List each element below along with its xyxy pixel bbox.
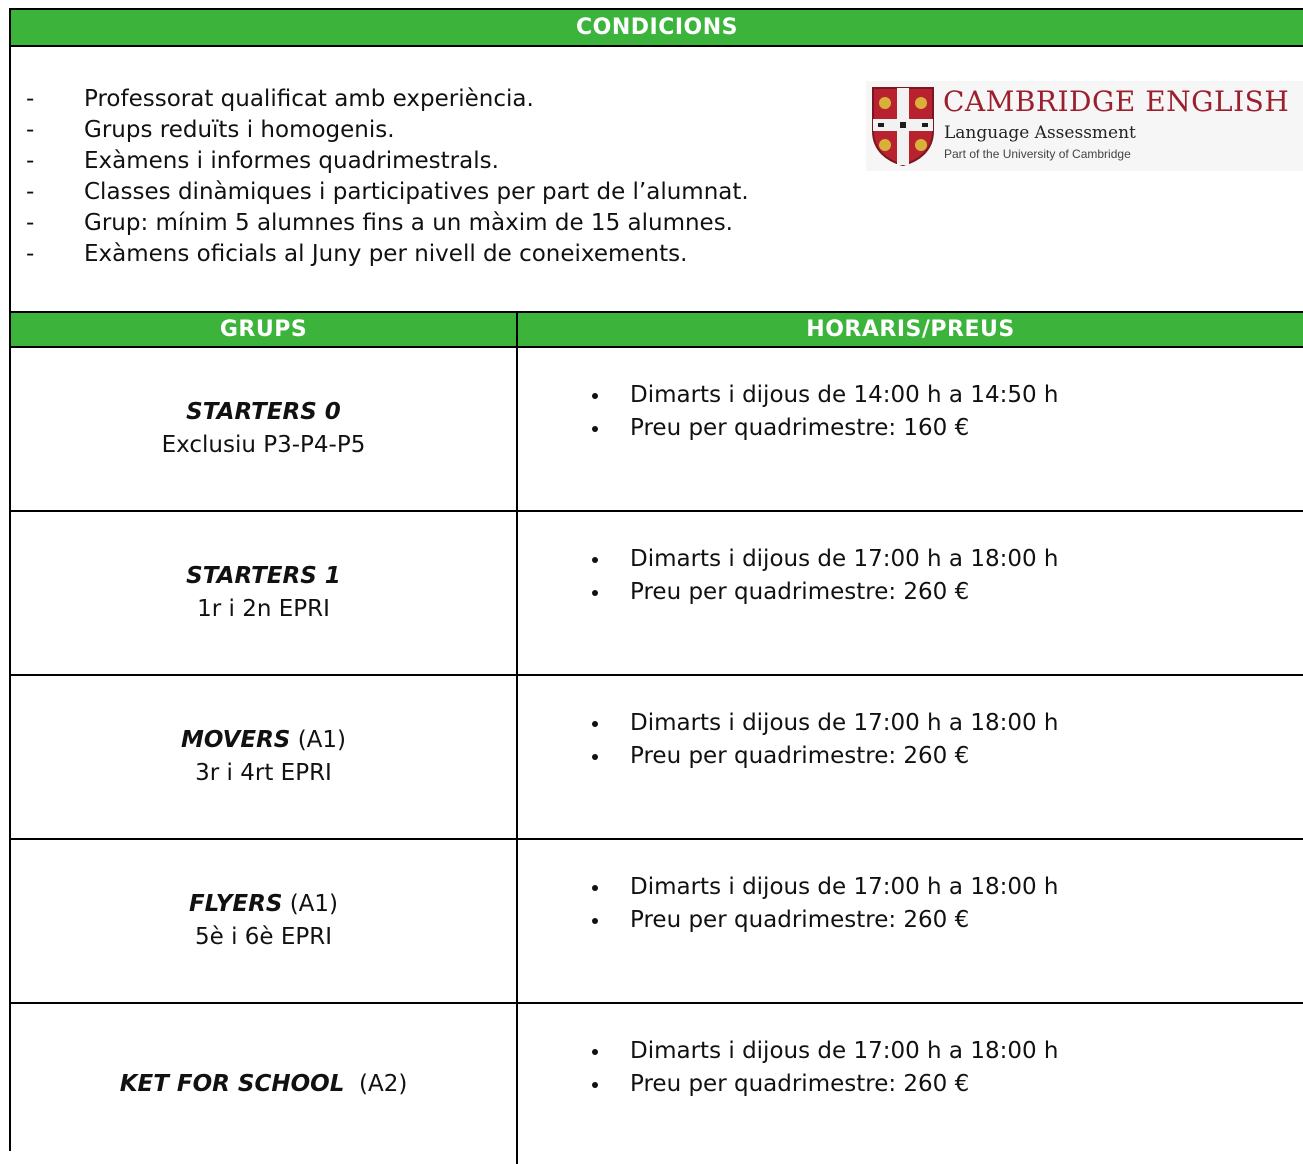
- condition-item: - Grups reduïts i homogenis.: [26, 117, 395, 143]
- table-row: [11, 1004, 1303, 1164]
- group-detail: 1r i 2n EPRI: [197, 596, 330, 622]
- schedule-list: [592, 543, 1059, 609]
- schedule-list: [592, 379, 1059, 445]
- header-groups: GRUPS: [11, 313, 518, 346]
- condition-item: - Classes dinàmiques i participatives per part de l’alumnat.: [26, 179, 749, 205]
- table-row: [11, 676, 1303, 840]
- table-row: [11, 348, 1303, 512]
- group-cell: [11, 840, 518, 1002]
- schedule-cell: [518, 1004, 1303, 1164]
- group-name: MOVERS: [180, 727, 291, 753]
- schedule-cell: [518, 348, 1303, 510]
- group-title: [11, 888, 516, 921]
- conditions-title: CONDICIONS: [11, 10, 1303, 47]
- price-item: Preu per quadrimestre: 260 €: [592, 740, 1059, 773]
- group-title: [11, 724, 516, 757]
- price-item: Preu per quadrimestre: 160 €: [592, 412, 1059, 445]
- group-name: STARTERS 0: [186, 399, 341, 425]
- schedule-item: Dimarts i dijous de 14:00 h a 14:50 h: [592, 379, 1059, 412]
- document: [9, 8, 1303, 1151]
- schedule-item: Dimarts i dijous de 17:00 h a 18:00 h: [592, 543, 1059, 576]
- group-cell: [11, 348, 518, 510]
- group-title: [11, 1068, 516, 1101]
- cambridge-english-logo: [866, 81, 1303, 171]
- table-header: [11, 313, 1303, 348]
- header-schedules-prices: HORARIS/PREUS: [518, 313, 1303, 346]
- condition-item: - Exàmens oficials al Juny per nivell de coneixements.: [26, 241, 688, 267]
- schedule-list: [592, 707, 1059, 773]
- table-row: [11, 512, 1303, 676]
- schedule-cell: [518, 676, 1303, 838]
- conditions-list: [11, 84, 749, 270]
- schedule-list: [592, 871, 1059, 937]
- schedule-item: Dimarts i dijous de 17:00 h a 18:00 h: [592, 1035, 1059, 1068]
- group-cell: [11, 676, 518, 838]
- conditions-section: [11, 47, 1303, 313]
- group-cell: [11, 512, 518, 674]
- group-name: KET FOR SCHOOL: [119, 1070, 345, 1097]
- condition-item: - Grup: mínim 5 alumnes fins a un màxim de 15 alumnes.: [26, 210, 733, 236]
- logo-subtitle: Language Assessment: [944, 123, 1136, 143]
- price-item: Preu per quadrimestre: 260 €: [592, 904, 1059, 937]
- group-detail: 5è i 6è EPRI: [194, 924, 333, 950]
- cambridge-shield-icon: [870, 85, 936, 167]
- schedule-item: Dimarts i dijous de 17:00 h a 18:00 h: [592, 707, 1059, 740]
- schedule-list: [592, 1035, 1059, 1101]
- group-cell: [11, 1004, 518, 1164]
- group-detail: Exclusiu P3-P4-P5: [161, 432, 366, 458]
- table-row: [11, 840, 1303, 1004]
- group-title: [11, 396, 516, 429]
- group-detail: 3r i 4rt EPRI: [195, 760, 332, 786]
- logo-tagline: Part of the University of Cambridge: [944, 147, 1131, 161]
- schedule-cell: [518, 840, 1303, 1002]
- price-item: Preu per quadrimestre: 260 €: [592, 1068, 1059, 1101]
- group-name: STARTERS 1: [186, 563, 341, 589]
- schedule-item: Dimarts i dijous de 17:00 h a 18:00 h: [592, 871, 1059, 904]
- schedule-cell: [518, 512, 1303, 674]
- condition-item: - Professorat qualificat amb experiència.: [26, 86, 534, 112]
- group-level: (A1): [297, 727, 347, 753]
- group-name: FLYERS: [188, 891, 283, 917]
- group-level: (A2): [358, 1070, 408, 1097]
- logo-name: CAMBRIDGE ENGLISH: [943, 85, 1290, 118]
- group-level: (A1): [289, 891, 339, 917]
- price-item: Preu per quadrimestre: 260 €: [592, 576, 1059, 609]
- group-title: [11, 560, 516, 593]
- condition-item: - Exàmens i informes quadrimestrals.: [26, 148, 499, 174]
